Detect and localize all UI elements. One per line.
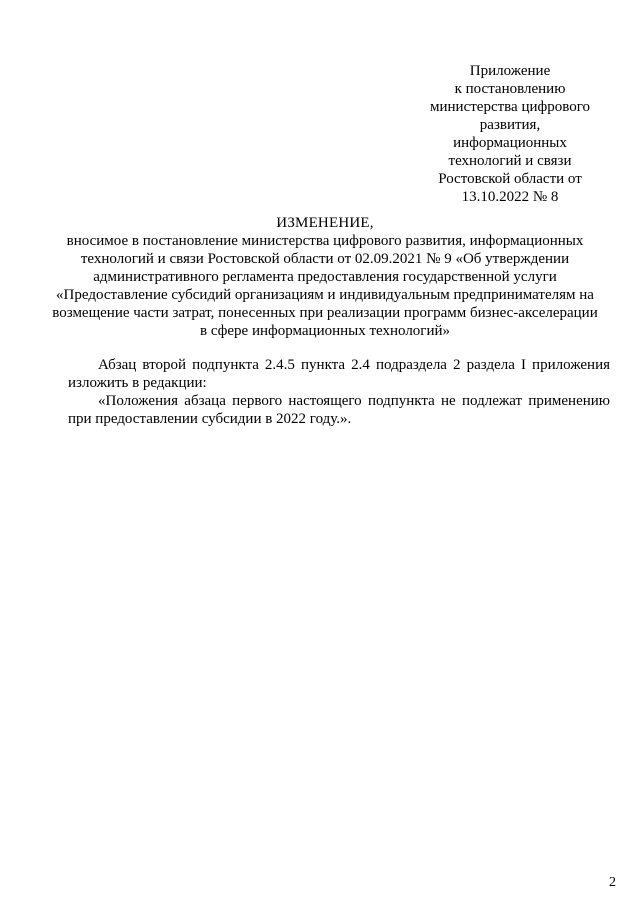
appendix-line: 13.10.2022 № 8 bbox=[461, 189, 559, 205]
document-title-block bbox=[40, 214, 610, 340]
appendix-line: развития, bbox=[479, 117, 541, 133]
appendix-line: Приложение bbox=[469, 63, 551, 79]
body-paragraph-1: Абзац второй подпункта 2.4.5 пункта 2.4 подраздела 2 раздела I приложения изложить в редакции: bbox=[68, 357, 610, 391]
title-line: возмещение части затрат, понесенных при реализации программ бизнес-акселерации bbox=[52, 305, 598, 321]
title-line: вносимое в постановление министерства цифрового развития, информационных bbox=[66, 233, 584, 249]
appendix-block bbox=[410, 62, 610, 206]
appendix-line: министерства цифрового bbox=[430, 99, 590, 115]
page-number: 2 bbox=[609, 875, 616, 890]
title-line: «Предоставление субсидий организациям и индивидуальным предпринимателям на bbox=[56, 287, 594, 303]
title-line: административного регламента предоставления государственной услуги bbox=[93, 269, 557, 285]
document-heading: ИЗМЕНЕНИЕ, bbox=[276, 215, 374, 231]
appendix-line: Ростовской области от bbox=[438, 171, 582, 187]
body-paragraph-2: «Положения абзаца первого настоящего подпункта не подлежат применению при предоставлении субсидии в 2022 году.». bbox=[68, 393, 610, 427]
document-body bbox=[68, 356, 610, 428]
title-line: технологий и связи Ростовской области от 02.09.2021 № 9 «Об утверждении bbox=[80, 251, 570, 267]
appendix-line: к постановлению bbox=[454, 81, 566, 97]
appendix-line: информационных bbox=[453, 135, 567, 151]
appendix-line: технологий и связи bbox=[448, 153, 572, 169]
title-line: в сфере информационных технологий» bbox=[199, 323, 451, 339]
